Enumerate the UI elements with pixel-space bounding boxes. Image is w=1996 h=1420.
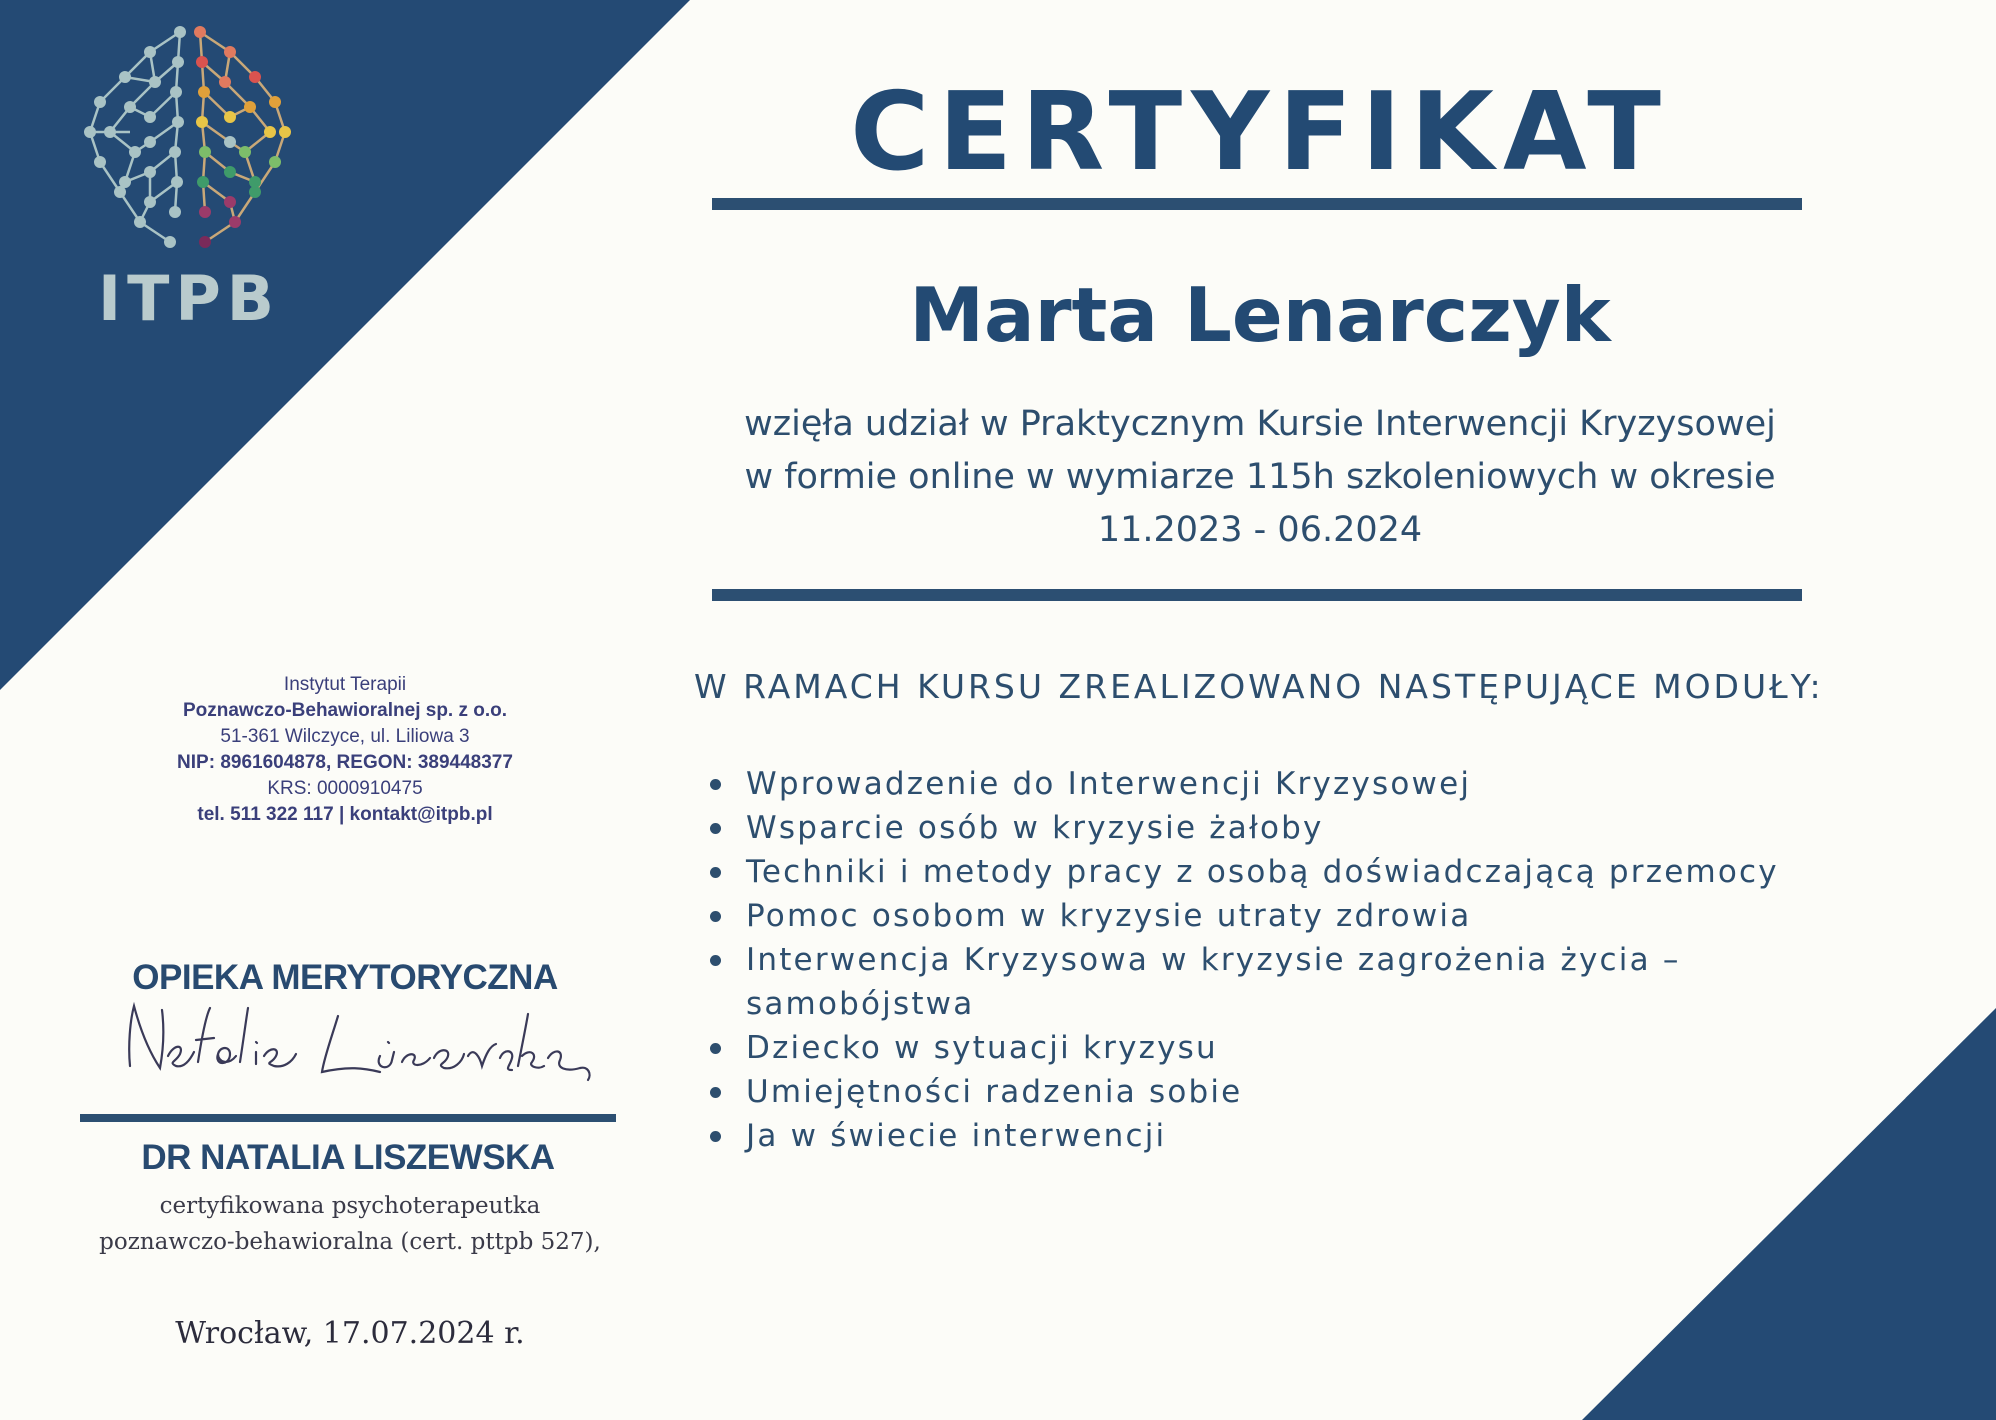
module-label: Dziecko w sytuacji kryzysu [746, 1030, 1218, 1066]
bullet-icon [710, 779, 721, 790]
module-label: Wsparcie osób w kryzysie żałoby [746, 810, 1324, 846]
modules-heading: W RAMACH KURSU ZREALIZOWANO NASTĘPUJĄCE MODUŁY: [694, 667, 1824, 706]
module-item [708, 850, 1908, 894]
bullet-icon [710, 823, 721, 834]
institute-stamp [120, 672, 570, 828]
module-item [708, 806, 1908, 850]
signature-divider [80, 1114, 616, 1122]
module-label: Wprowadzenie do Interwencji Kryzysowej [746, 766, 1472, 802]
module-label: Pomoc osobom w kryzysie utraty zdrowia [746, 898, 1472, 934]
handwritten-signature [118, 996, 638, 1096]
module-item [708, 762, 1908, 806]
institute-name-line2: Poznawczo-Behawioralnej sp. z o.o. [182, 700, 508, 721]
bullet-icon [710, 955, 721, 966]
certificate-title: CERTYFIKAT [850, 70, 1670, 195]
institute-name-line1: Instytut Terapii [283, 674, 407, 695]
description-divider [712, 589, 1802, 601]
bullet-icon [710, 1043, 721, 1054]
module-label: Umiejętności radzenia sobie [746, 1074, 1243, 1110]
course-description [700, 398, 1820, 557]
logo-text: ITPB [98, 262, 281, 335]
modules-list [708, 762, 1908, 1158]
description-line: w formie online w wymiarze 115h szkoleniowych w okresie [744, 457, 1776, 497]
institute-address: 51-361 Wilczyce, ul. Liliowa 3 [220, 726, 470, 747]
module-item [708, 1114, 1908, 1158]
description-line: 11.2023 - 06.2024 [1097, 510, 1423, 550]
title-divider [712, 198, 1802, 210]
module-label: samobójstwa [746, 986, 975, 1022]
institute-contact: tel. 511 322 117 | kontakt@itpb.pl [197, 804, 493, 825]
supervisor-name: DR NATALIA LISZEWSKA [141, 1138, 555, 1177]
module-item [708, 894, 1908, 938]
recipient-name: Marta Lenarczyk [909, 271, 1611, 359]
bullet-icon [710, 911, 721, 922]
module-item-continuation [708, 982, 1908, 1026]
place-and-date: Wrocław, 17.07.2024 r. [175, 1316, 525, 1351]
bullet-icon [710, 1131, 721, 1142]
module-item [708, 1070, 1908, 1114]
bullet-icon [710, 1087, 721, 1098]
bullet-icon [710, 867, 721, 878]
module-item [708, 938, 1908, 982]
institute-krs: KRS: 0000910475 [267, 778, 423, 799]
institute-nip-regon: NIP: 8961604878, REGON: 389448377 [177, 752, 513, 773]
module-label: Techniki i metody pracy z osobą doświadczającą przemocy [746, 854, 1779, 890]
credential-line1: certyfikowana psychoterapeutka [159, 1193, 541, 1219]
supervisor-credentials [40, 1188, 660, 1260]
credential-line2: poznawczo-behawioralna (cert. pttpb 527), [99, 1229, 601, 1255]
module-label: Interwencja Kryzysowa w kryzysie zagrożenia życia – [746, 942, 1681, 978]
module-item [708, 1026, 1908, 1070]
description-line: wzięła udział w Praktycznym Kursie Interwencji Kryzysowej [744, 404, 1776, 444]
supervision-heading: OPIEKA MERYTORYCZNA [132, 958, 558, 997]
module-label: Ja w świecie interwencji [746, 1118, 1167, 1154]
